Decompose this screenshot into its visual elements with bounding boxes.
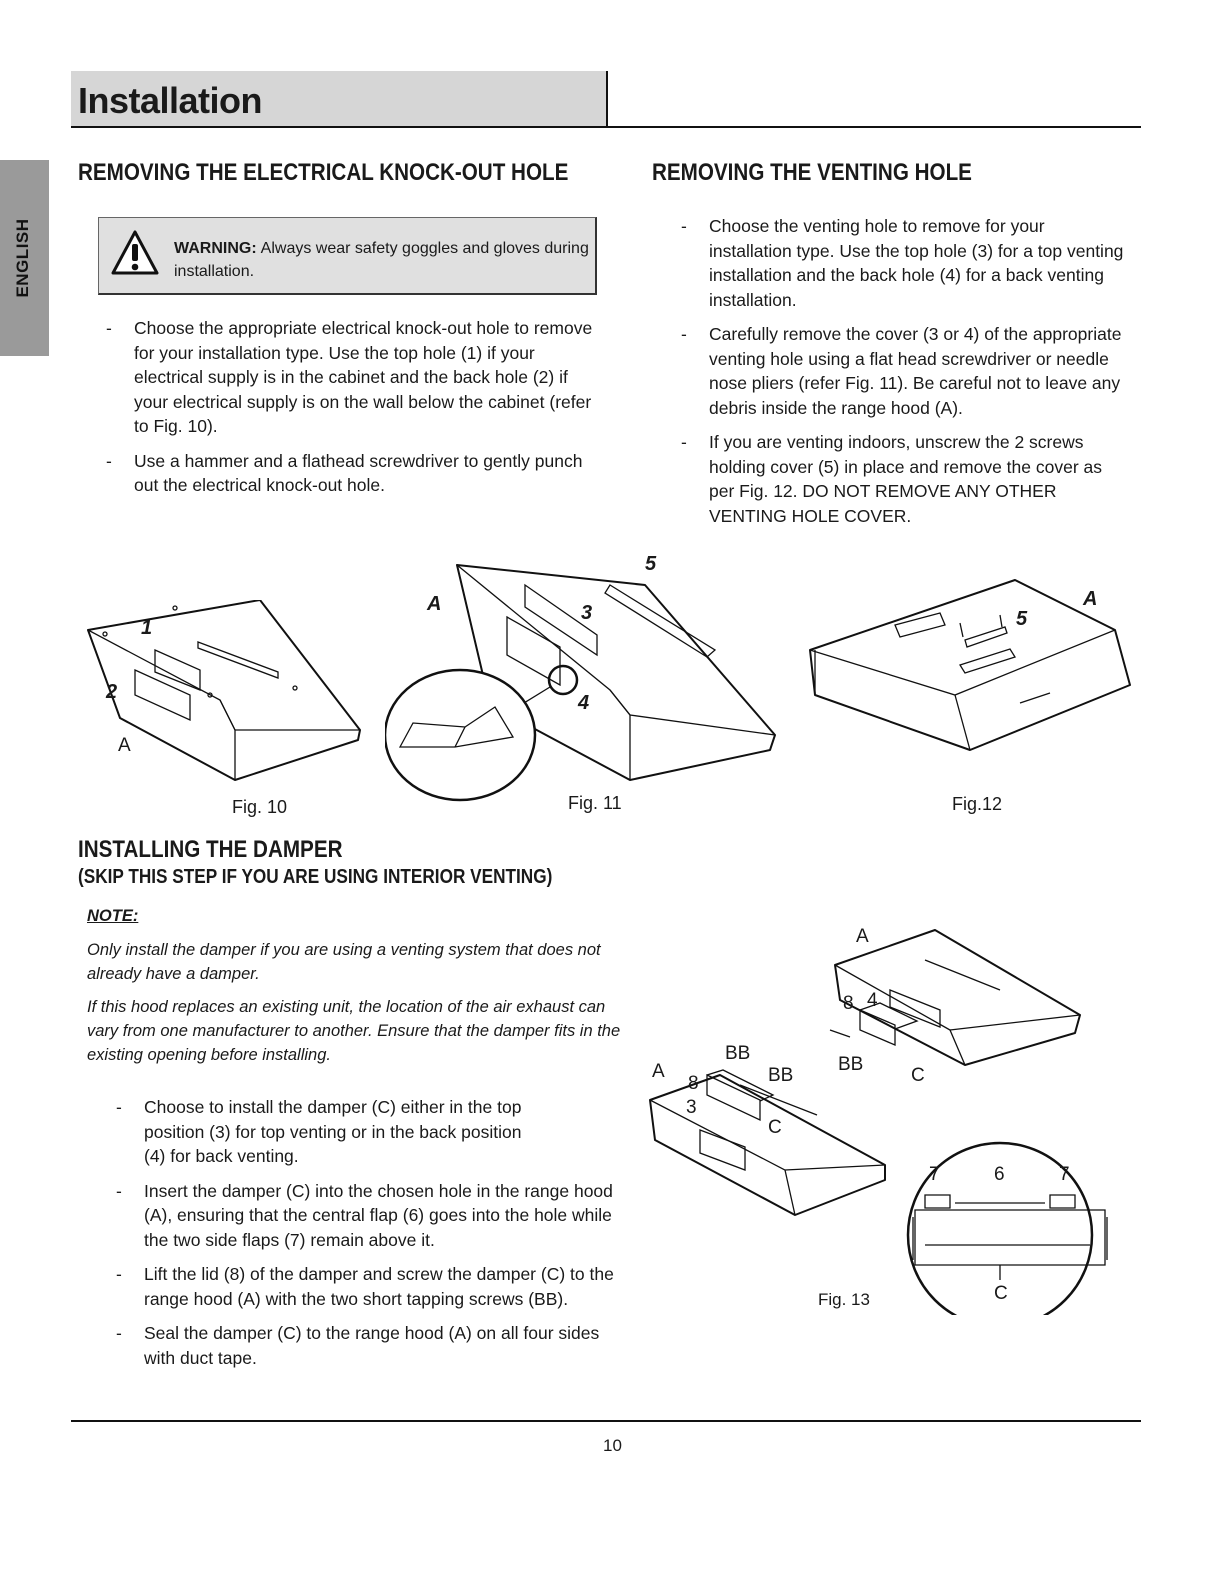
fig13-callout-8-lower: 8 xyxy=(688,1073,699,1094)
fig13-callout-bb-left: BB xyxy=(725,1043,751,1064)
list-item: - Choose the venting hole to remove for your installation type. Use the top hole (3) for a top venting installation and the back hole (4) for a back venting installation. xyxy=(681,216,1124,310)
venting-hole-heading: REMOVING THE VENTING HOLE xyxy=(652,159,972,186)
fig11-callout-4: 4 xyxy=(578,692,590,714)
fig10-callout-1: 1 xyxy=(141,617,153,639)
fig13-callout-bb-upper: BB xyxy=(838,1054,864,1075)
fig13-callout-a-upper: A xyxy=(856,926,869,947)
list-item: - Use a hammer and a flathead screwdriver to gently punch out the electrical knock-out hole. xyxy=(106,450,583,495)
fig13-callout-c-inset: C xyxy=(994,1283,1008,1304)
list-item: - If you are venting indoors, unscrew the 2 screws holding cover (5) in place and remove the cover as per Fig. 12. DO NOT REMOVE ANY OTHER VENTING HOLE COVER. xyxy=(681,432,1102,526)
fig13-callout-4: 4 xyxy=(867,990,878,1011)
venting-steps xyxy=(681,214,1131,538)
fig13-callout-7-left: 7 xyxy=(929,1164,940,1185)
fig13-damper-drawing xyxy=(645,925,1125,1315)
fig13-caption: Fig. 13 xyxy=(818,1290,870,1309)
warning-text xyxy=(174,237,590,283)
header-divider xyxy=(606,71,608,127)
fig10-caption: Fig. 10 xyxy=(232,797,288,817)
note-paragraph-1: Only install the damper if you are using a venting system that does not already have a damper. xyxy=(87,941,601,983)
warning-icon xyxy=(110,229,160,277)
fig13-callout-c-lower: C xyxy=(768,1117,782,1138)
list-item: - Choose to install the damper (C) either in the top position (3) for top venting or in the back position (4) for back venting. xyxy=(116,1097,522,1166)
header-rule xyxy=(71,126,1141,128)
fig11-range-hood-drawing xyxy=(385,555,780,805)
list-item: - Choose the appropriate electrical knock-out hole to remove for your installation type. Use the top hole (1) if your electrical supply is in the cabinet and the back hole (2) if your electrical supply is on the wall below the cabinet (refer to Fig. 10). xyxy=(106,318,593,436)
fig11-callout-3: 3 xyxy=(581,602,593,624)
note-label: NOTE: xyxy=(87,907,139,925)
warning-message: Always wear safety goggles and gloves during installation. xyxy=(174,240,589,280)
damper-subheading: (SKIP THIS STEP IF YOU ARE USING INTERIOR VENTING) xyxy=(78,866,553,888)
fig13-callout-3: 3 xyxy=(686,1097,697,1118)
damper-steps xyxy=(116,1095,626,1380)
list-item: - Lift the lid (8) of the damper and screw the damper (C) to the range hood (A) with the two short tapping screws (BB). xyxy=(116,1264,614,1309)
fig12-callout-a: A xyxy=(1083,588,1098,610)
warning-label: WARNING: xyxy=(174,240,257,257)
footer-rule xyxy=(71,1420,1141,1422)
fig10-callout-a: A xyxy=(118,735,131,756)
fig10-callout-2: 2 xyxy=(106,681,118,703)
fig11-callout-5: 5 xyxy=(645,553,657,575)
fig13-callout-c-upper: C xyxy=(911,1065,925,1086)
fig13-callout-8-upper: 8 xyxy=(843,993,854,1014)
fig13-callout-7-right: 7 xyxy=(1059,1164,1070,1185)
fig11-caption: Fig. 11 xyxy=(568,793,622,813)
language-tab-label: ENGLISH xyxy=(13,218,32,298)
note-paragraph-2: If this hood replaces an existing unit, the location of the air exhaust can vary from one manufacturer to another. Ensure that the damper fits in the existing opening before installing. xyxy=(87,998,621,1064)
list-item: - Seal the damper (C) to the range hood (A) on all four sides with duct tape. xyxy=(116,1323,600,1368)
damper-heading: INSTALLING THE DAMPER xyxy=(78,836,343,863)
page-number: 10 xyxy=(603,1436,622,1455)
list-item: - Carefully remove the cover (3 or 4) of the appropriate venting hole using a flat head screwdriver or needle nose pliers (refer Fig. 11). Be careful not to leave any debris inside the range hood (A). xyxy=(681,324,1122,418)
fig13-callout-6: 6 xyxy=(994,1164,1005,1185)
fig12-caption: Fig.12 xyxy=(952,794,1003,814)
fig13-callout-bb-right: BB xyxy=(768,1065,794,1086)
page-title: Installation xyxy=(78,80,263,121)
electrical-steps xyxy=(106,316,606,508)
fig13-callout-a-lower: A xyxy=(652,1061,665,1082)
list-item: - Insert the damper (C) into the chosen hole in the range hood (A), ensuring that the central flap (6) goes into the hole while the two side flaps (7) remain above it. xyxy=(116,1180,613,1250)
fig10-range-hood-drawing xyxy=(80,600,370,790)
electrical-knockout-heading: REMOVING THE ELECTRICAL KNOCK-OUT HOLE xyxy=(78,159,569,186)
fig11-callout-a: A xyxy=(427,593,442,615)
fig12-callout-5: 5 xyxy=(1016,608,1028,630)
